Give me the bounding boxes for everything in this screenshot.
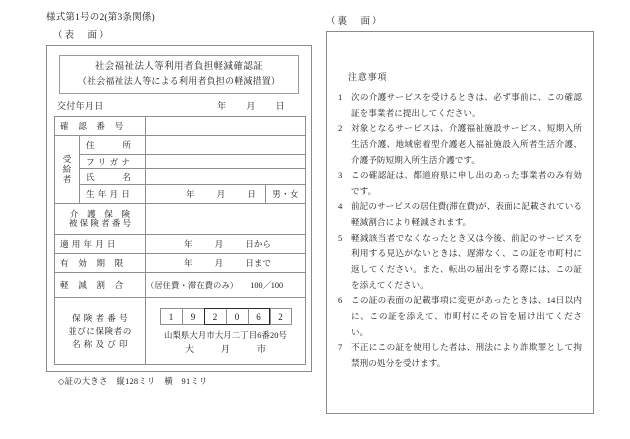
insurer-label-line1: 保 険 者 番 号 <box>71 313 129 324</box>
confirm-number-label <box>55 117 146 136</box>
furigana-label <box>80 155 146 169</box>
birthdate-date-fields <box>146 185 265 203</box>
name-label <box>80 169 146 185</box>
valid-until-date-fields <box>146 254 305 272</box>
certificate-fields-table <box>54 116 306 365</box>
issue-date-year-unit: 年 <box>217 101 227 112</box>
insurer-name: 大 月 市 <box>185 343 276 354</box>
table-row-address <box>55 136 306 155</box>
furigana-value[interactable] <box>146 155 306 169</box>
applicable-date-fields <box>146 235 305 253</box>
back-face-label: （裏 面） <box>326 17 384 27</box>
table-row-furigana <box>55 155 306 169</box>
certificate-size-note <box>46 375 314 387</box>
insurance-number-label-line1: 介 護 保 険 <box>69 208 131 219</box>
table-row-confirm-number <box>55 117 306 136</box>
certificate-title-box <box>59 55 299 95</box>
recipient-label <box>55 136 80 204</box>
confirm-number-label-text: 確 認 番 号 <box>60 121 124 132</box>
note-text: 不正にこの証を使用した者は、刑法により詐欺罪として拘禁刑の処分を受けます。 <box>351 342 582 368</box>
valid-until-label-text: 有 効 期 限 <box>60 258 124 269</box>
issue-date-day-unit: 日 <box>275 101 285 112</box>
name-label-text: 氏 名 <box>86 171 132 182</box>
name-value[interactable] <box>146 169 306 185</box>
applicable-date-month-unit: 月 <box>214 239 224 250</box>
recipient-label-char-2: 給 <box>62 163 72 174</box>
valid-until-month-unit: 月 <box>214 258 224 269</box>
table-row-reduction-rate <box>55 273 306 298</box>
issue-date-row <box>57 99 301 112</box>
table-row-name <box>55 169 306 185</box>
note-text: この確認証は、都道府県に申し出のあった事業者のみ有効です。 <box>351 170 582 196</box>
birthdate-label <box>80 185 146 204</box>
insurer-body <box>146 303 305 360</box>
size-note-height: 縦128ミリ <box>116 377 156 387</box>
certificate-title-primary: 社会福祉法人等利用者負担軽減確認証 <box>94 61 264 72</box>
address-value[interactable] <box>146 136 306 155</box>
list-item <box>338 340 582 371</box>
applicable-date-label-text: 適 用 年 月 日 <box>60 239 117 250</box>
note-text: 次の介護サービスを受けるときは、必ず事前に、この確認証を事業者に提出してください。 <box>351 92 582 118</box>
reduction-rate-label <box>55 273 146 298</box>
valid-until-label <box>55 254 146 273</box>
list-item <box>338 121 582 168</box>
table-row-valid-until <box>55 254 306 273</box>
reduction-rate-scope: （居住費・滞在費のみ） <box>146 280 239 290</box>
insurer-value <box>146 298 306 365</box>
list-item <box>338 90 582 121</box>
valid-until-year-unit: 年 <box>184 258 193 269</box>
table-row-insurance-number <box>55 204 306 235</box>
list-item <box>338 231 582 294</box>
certificate-title-secondary: （社会福祉法人等による利用者負担の軽減措置） <box>77 76 281 87</box>
insurance-number-value[interactable] <box>146 204 306 235</box>
applicable-date-value[interactable] <box>146 235 306 254</box>
note-text: 前記のサービスの居住費(滞在費)が、表面に記載されている軽減割合により軽減されます。 <box>351 201 582 228</box>
insurer-digit-4[interactable]: 0 <box>226 308 248 325</box>
recipient-label-char-3: 者 <box>62 173 72 184</box>
note-text: この証の表面の記載事項に変更があったときは、14日以内に、この証を添えて、市町村にその旨を届け出てください。 <box>351 295 582 337</box>
form-number-heading: 様式第1号の2(第3条関係) <box>46 13 155 23</box>
list-item <box>338 168 582 199</box>
list-item <box>338 293 582 340</box>
insurer-label <box>55 298 146 365</box>
note-number: 6 <box>338 295 343 306</box>
reduction-rate-value[interactable] <box>146 273 306 298</box>
insurance-number-label <box>55 204 146 235</box>
size-note-width: 横 91ミリ <box>164 377 208 387</box>
note-number: 5 <box>338 232 343 243</box>
insurer-digit-6[interactable]: 2 <box>270 308 292 325</box>
insurer-digit-1[interactable]: 1 <box>160 308 182 325</box>
issue-date-month-unit: 月 <box>246 101 256 112</box>
table-row-birthdate <box>55 185 306 204</box>
back-face-panel <box>326 12 598 414</box>
applicable-date-year-unit: 年 <box>184 239 193 250</box>
applicable-date-label <box>55 235 146 254</box>
birthdate-month-unit: 月 <box>216 189 226 200</box>
note-text: 軽減該当者でなくなったとき又は今後、前記のサービスを利用する見込がないときは、遅滞なく、この証を市町村に返してください。また、転出の届出をする際には、この証を添えてください。 <box>351 232 582 290</box>
insurer-number-boxes <box>146 308 305 325</box>
confirm-number-value[interactable] <box>146 117 306 136</box>
note-text: 対象となるサービスは、介護福祉施設サービス、短期入所生活介護、地域密着型介護老人福祉施設入所者生活介護、介護予防短期入所生活介護です。 <box>351 123 582 165</box>
notes-title: 注意事項 <box>348 72 388 82</box>
note-number: 1 <box>338 92 343 102</box>
sex-field[interactable]: 男・女 <box>266 185 306 204</box>
note-number: 3 <box>338 170 343 181</box>
note-number: 4 <box>338 201 343 212</box>
insurer-address: 山梨県大月市大月二丁目6番20号 <box>163 330 288 340</box>
recipient-label-char-1: 受 <box>62 154 72 165</box>
certificate-card <box>46 45 312 373</box>
reduction-rate-fraction: 100／100 <box>250 280 284 290</box>
furigana-label-text: フ リ ガ ナ <box>86 156 131 167</box>
address-label <box>80 136 146 155</box>
front-face-label: （表 面） <box>53 30 111 41</box>
reduction-rate-label-text: 軽 減 割 合 <box>60 280 124 291</box>
issue-date-label: 交付年月日 <box>57 101 104 112</box>
insurer-label-line3: 名 称 及 び 印 <box>71 338 129 349</box>
insurer-digit-3[interactable]: 2 <box>204 308 226 325</box>
notes-box <box>326 31 594 414</box>
birthdate-label-text: 生 年 月 日 <box>86 189 131 200</box>
note-number: 7 <box>338 342 343 353</box>
insurer-digit-2[interactable]: 9 <box>182 308 204 325</box>
applicable-date-day-unit: 日から <box>245 239 272 250</box>
insurer-label-line2: 並びに保険者の <box>68 325 132 336</box>
size-note-prefix: ◇証の大きさ <box>58 377 108 387</box>
list-item <box>338 199 582 230</box>
valid-until-day-unit: 日まで <box>245 258 272 269</box>
table-row-applicable-date <box>55 235 306 254</box>
birthdate-day-unit: 日 <box>247 189 256 200</box>
insurance-number-label-line2: 被 保 険 者 番 号 <box>68 218 132 229</box>
insurer-digit-5[interactable]: 6 <box>248 308 270 325</box>
birthdate-value[interactable] <box>146 185 266 204</box>
table-row-insurer <box>55 298 306 365</box>
birthdate-year-unit: 年 <box>186 189 195 200</box>
valid-until-value[interactable] <box>146 254 306 273</box>
front-face-panel <box>46 12 314 387</box>
note-number: 2 <box>338 123 343 134</box>
address-label-text: 住 所 <box>86 140 132 151</box>
issue-date-fields <box>217 99 301 112</box>
